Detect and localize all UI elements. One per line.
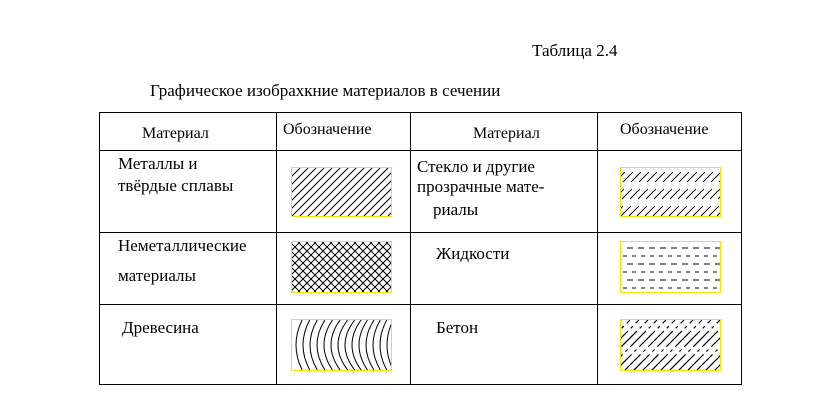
header-row (411, 113, 742, 151)
material-name-line: Стекло и другие (417, 157, 535, 176)
material-cell (100, 151, 277, 233)
material-cell (411, 151, 598, 233)
liquid-dashes-hatch-icon (620, 241, 721, 293)
header-material-cell (100, 113, 277, 151)
header-symbol: Обозначение (283, 121, 372, 138)
right-materials-table (410, 112, 742, 385)
material-name-line: риалы (433, 200, 479, 219)
symbol-cell (598, 151, 742, 233)
material-name-line: материалы (118, 266, 196, 285)
table-row (100, 305, 411, 385)
material-name-line: Неметаллические (118, 236, 247, 255)
cross-hatch-icon (291, 241, 392, 293)
material-name-line: прозрачные мате- (417, 177, 545, 196)
header-material: Материал (473, 125, 540, 142)
left-materials-table (99, 112, 411, 385)
table-row (411, 233, 742, 305)
wood-grain-hatch-icon (291, 319, 392, 371)
symbol-cell (598, 305, 742, 385)
header-symbol: Обозначение (620, 121, 709, 138)
table-row (100, 233, 411, 305)
table-title: Графическое изобраxкние материалов в сечении (150, 81, 501, 100)
symbol-cell (277, 233, 411, 305)
table-row (411, 305, 742, 385)
symbol-cell (598, 233, 742, 305)
header-symbol-cell (277, 113, 411, 151)
material-name-line: Металлы и (118, 154, 198, 173)
material-name-line: твёрдые сплавы (118, 176, 234, 195)
material-cell (100, 233, 277, 305)
header-material: Материал (142, 125, 209, 142)
table-row (100, 151, 411, 233)
material-name-line: Жидкости (436, 244, 510, 263)
symbol-cell (277, 305, 411, 385)
header-symbol-cell (598, 113, 742, 151)
concrete-hatch-icon (620, 319, 721, 371)
material-name-line: Бетон (436, 318, 479, 337)
symbol-cell (277, 151, 411, 233)
diagonal-hatch-icon (291, 167, 392, 217)
material-cell (100, 305, 277, 385)
header-row (100, 113, 411, 151)
material-cell (411, 305, 598, 385)
header-material-cell (411, 113, 598, 151)
glass-hatch-icon (620, 167, 721, 217)
material-cell (411, 233, 598, 305)
table-number: Таблица 2.4 (532, 41, 618, 60)
table-row (411, 151, 742, 233)
material-name-line: Древесина (122, 318, 199, 337)
